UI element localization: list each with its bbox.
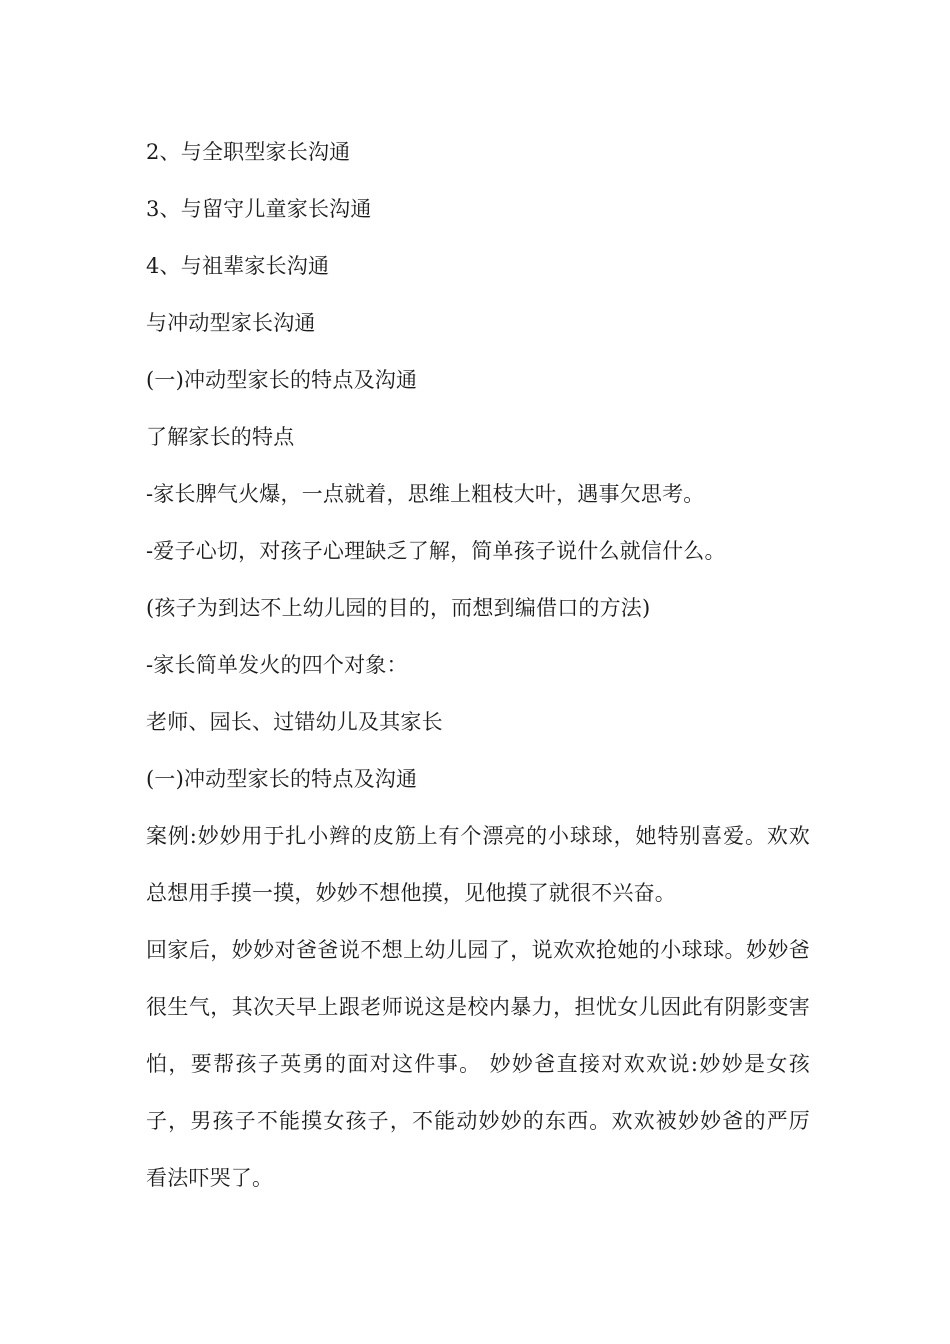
text-line: (孩子为到达不上幼儿园的目的，而想到编借口的方法) <box>146 596 651 620</box>
case-paragraph: 回家后，妙妙对爸爸说不想上幼儿园了，说欢欢抢她的小球球。妙妙爸很生气，其次天早上跟老师说这是校内暴力，担忧女儿因此有阴影变害怕，要帮孩子英勇的面对这件事。 妙妙爸直接对欢欢说:妙妙是女孩子，男孩子不能摸女孩子，不能动妙妙的东西。欢欢被妙妙爸的严厉 看法吓哭了。 <box>146 938 810 1190</box>
bullet-line: -家长简单发火的四个对象： <box>146 653 408 677</box>
case-paragraph: 案例:妙妙用于扎小辫的皮筋上有个漂亮的小球球，她特别喜爱。欢欢总想用手摸一摸，妙妙不想他摸，见他摸了就很不兴奋。 <box>146 824 810 905</box>
bullet-line: -爱子心切，对孩子心理缺乏了解，简单孩子说什么就信什么。 <box>146 539 726 563</box>
text-line: 4、与祖辈家长沟通 <box>146 254 330 278</box>
subsection-heading: (一)冲动型家长的特点及沟通 <box>146 368 418 392</box>
text-line: 3、与留守儿童家长沟通 <box>146 197 372 221</box>
subsection-heading: (一)冲动型家长的特点及沟通 <box>146 767 418 791</box>
text-line: 老师、园长、过错幼儿及其家长 <box>146 710 443 734</box>
text-line: 2、与全职型家长沟通 <box>146 140 351 164</box>
section-heading: 与冲动型家长沟通 <box>146 311 316 335</box>
bullet-line: -家长脾气火爆，一点就着，思维上粗枝大叶，遇事欠思考。 <box>146 482 705 506</box>
text-line: 了解家长的特点 <box>146 425 295 449</box>
